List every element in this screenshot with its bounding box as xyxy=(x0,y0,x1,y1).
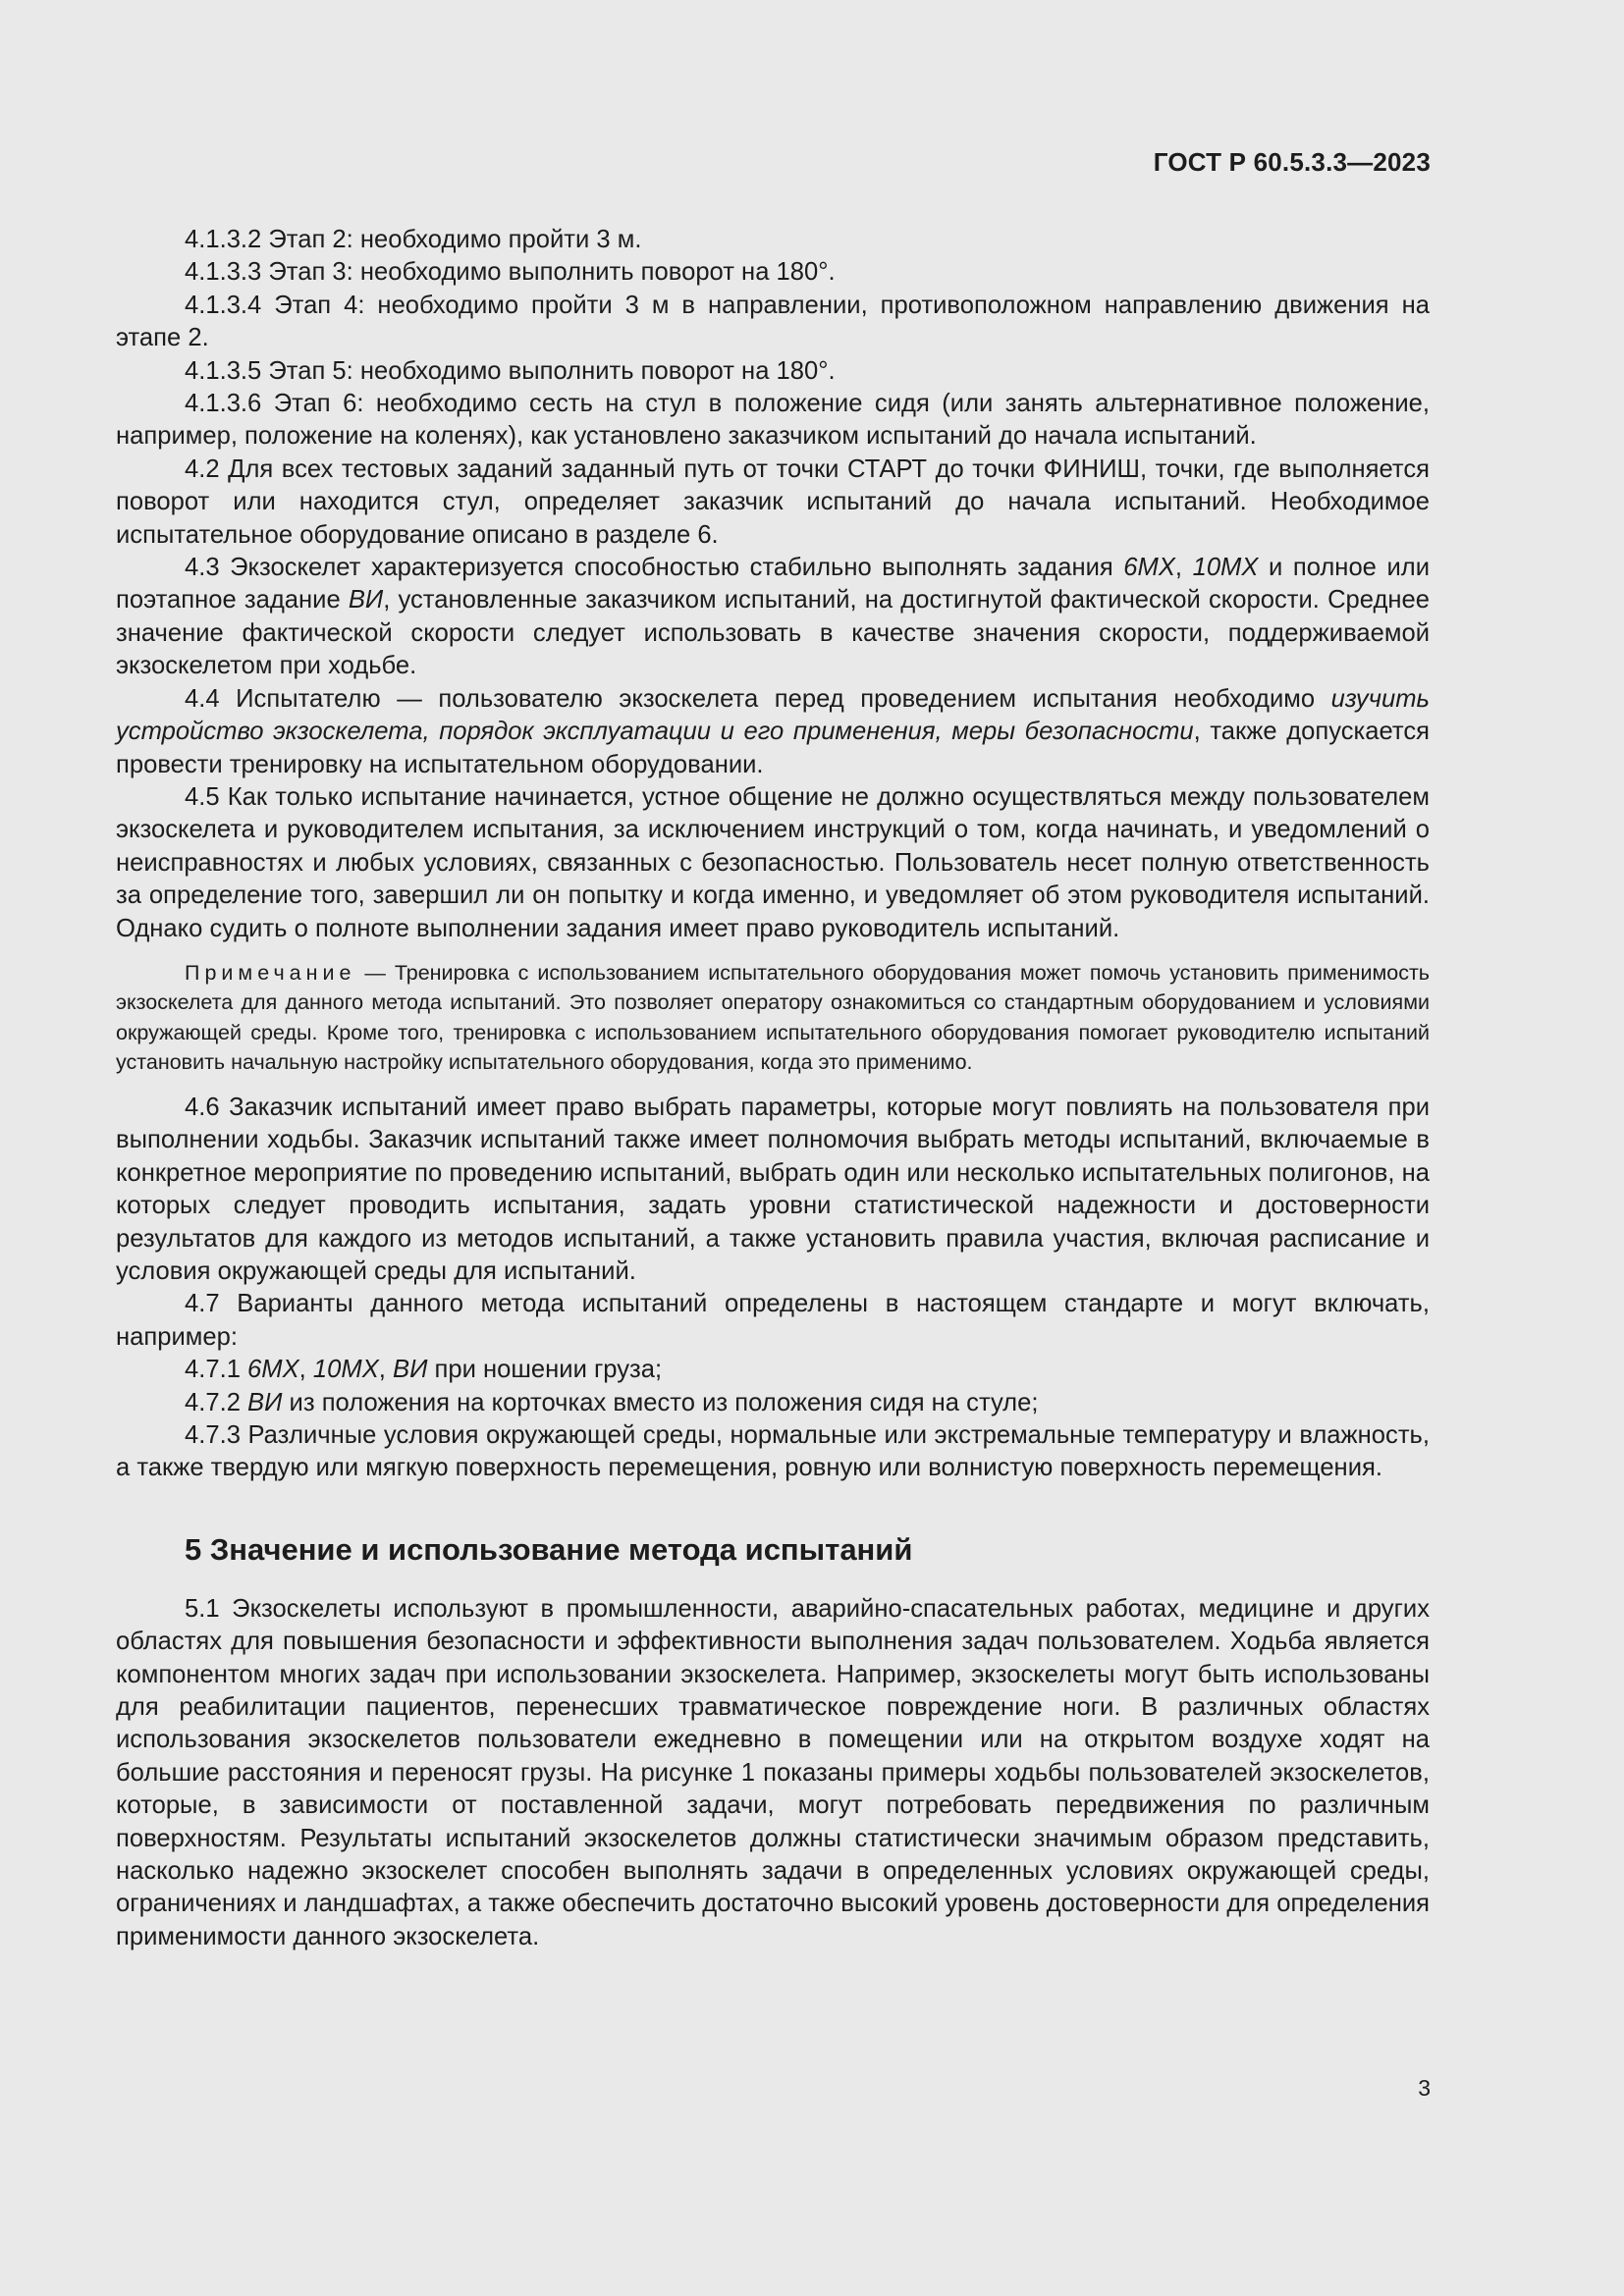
paragraph-4-5: 4.5 Как только испытание начинается, устное общение не должно осуществляться между пользователем экзоскелета и руководителем испытания, за исключением инструкций о том, когда начинать, и уведомлений о неисправностях и любых условиях, связанных с безопасностью. Пользователь несет полную ответственность за определение того, завершил ли он попытку и когда именно, и уведомляет об этом руководителя испытаний. Однако судить о полноте выполнении задания имеет право руководитель испытаний. xyxy=(116,782,1430,942)
paragraph-4-7-2 xyxy=(116,1387,1430,1419)
paragraph-4-7-2-term-vi: ВИ xyxy=(247,1388,283,1416)
paragraph-4-3-text-2: , xyxy=(1174,554,1193,582)
section-5-title: 5 Значение и использование метода испытаний xyxy=(185,1531,913,1567)
paragraph-4-7-3: 4.7.3 Различные условия окружающей среды, нормальные или экстремальные температуру и влажность, а также твердую или мягкую поверхность перемещения, ровную или волнистую поверхность перемещения. xyxy=(116,1421,1430,1482)
paragraph-4-7-1-term-10mx: 10МХ xyxy=(312,1356,379,1384)
paragraph-4-3-term-10mx: 10МХ xyxy=(1192,554,1259,582)
paragraph-4-1-3-3: 4.1.3.3 Этап 3: необходимо выполнить поворот на 180°. xyxy=(185,258,836,287)
paragraph-4-7-1-text-4: при ношении груза; xyxy=(427,1356,663,1384)
paragraph-4-4-text-1: 4.4 Испытателю — пользователю экзоскелета перед проведением испытания необходимо xyxy=(185,684,1331,713)
paragraph-4-3-term-vi: ВИ xyxy=(348,586,384,614)
paragraph-4-7-2-text-2: из положения на корточках вместо из положения сидя на стуле; xyxy=(282,1388,1039,1416)
paragraph-4-7-1 xyxy=(116,1354,1430,1386)
paragraph-4-4-text-2: , также допускается провести тренировку на испытательном оборудовании. xyxy=(116,718,1430,778)
paragraph-4-7-1-text-3: , xyxy=(378,1356,393,1384)
paragraph-4-7-1-term-6mx: 6МХ xyxy=(247,1356,299,1384)
paragraph-4-3-text-1: 4.3 Экзоскелет характеризуется способностью стабильно выполнять задания xyxy=(185,554,1124,582)
paragraph-4-1-3-4: 4.1.3.4 Этап 4: необходимо пройти 3 м в направлении, противоположном направлению движения на этапе 2. xyxy=(116,291,1430,352)
paragraph-4-1-3-5: 4.1.3.5 Этап 5: необходимо выполнить поворот на 180°. xyxy=(185,356,836,385)
paragraph-4-4 xyxy=(116,683,1430,781)
paragraph-4-1-3-6: 4.1.3.6 Этап 6: необходимо сесть на стул в положение сидя (или занять альтернативное положение, например, положение на коленях), как установлено заказчиком испытаний до начала испытаний. xyxy=(116,390,1430,451)
document-body xyxy=(116,224,1430,1953)
paragraph-4-7-2-text-1: 4.7.2 xyxy=(185,1388,248,1416)
paragraph-4-7: 4.7 Варианты данного метода испытаний определены в настоящем стандарте и могут включать, например: xyxy=(116,1290,1430,1351)
note-block xyxy=(116,958,1430,1078)
paragraph-4-1-3-2: 4.1.3.2 Этап 2: необходимо пройти 3 м. xyxy=(185,226,642,253)
paragraph-4-7-1-term-vi: ВИ xyxy=(393,1356,428,1384)
paragraph-4-3-term-6mx: 6МХ xyxy=(1123,554,1175,582)
page-number: 3 xyxy=(1418,2075,1431,2101)
paragraph-5-1: 5.1 Экзоскелеты используют в промышленности, аварийно-спасательных работах, медицине и других областях для повышения безопасности и эффективности выполнения задач пользователем. Ходьба является компонентом многих задач при использовании экзоскелета. Например, экзоскелеты могут быть использованы для реабилитации пациентов, перенесших травматическое повреждение ноги. В различных областях использования экзоскелетов пользователи ежедневно в помещении или на открытом воздухе ходят на большие расстояния и переносят грузы. На рисунке 1 показаны примеры ходьбы пользователей экзоскелетов, которые, в зависимости от поставленной задачи, могут потребовать передвижения по различным поверхностям. Результаты испытаний экзоскелетов должны статистически значимым образом представить, насколько надежно экзоскелет способен выполнять задачи в определенных условиях окружающей среды, ограничениях и ландшафтах, а также обеспечить достаточно высокий уровень достоверности для определения применимости данного экзоскелета. xyxy=(116,1594,1430,1950)
document-code-header: ГОСТ Р 60.5.3.3—2023 xyxy=(1153,147,1431,177)
note-label: Примечание xyxy=(185,960,356,985)
paragraph-4-3 xyxy=(116,552,1430,683)
paragraph-4-3-text-4: , установленные заказчиком испытаний, на достигнутой фактической скорости. Среднее значение фактической скорости следует использовать в качестве значения скорости, поддерживаемой экзоскелетом при ходьбе. xyxy=(116,586,1430,680)
paragraph-4-4-italic: изучить устройство экзоскелета, порядок эксплуатации и его применения, меры безопасности xyxy=(116,684,1430,746)
paragraph-4-2: 4.2 Для всех тестовых заданий заданный путь от точки СТАРТ до точки ФИНИШ, точки, где выполняется поворот или находится стул, определяет заказчик испытаний до начала испытаний. Необходимое испытательное оборудование описано в разделе 6. xyxy=(116,454,1430,549)
paragraph-4-3-text-3: и полное или поэтапное задание xyxy=(116,554,1430,614)
paragraph-4-7-1-text-1: 4.7.1 xyxy=(185,1356,248,1384)
paragraph-4-6: 4.6 Заказчик испытаний имеет право выбрать параметры, которые могут повлиять на пользователя при выполнении ходьбы. Заказчик испытаний также имеет полномочия выбрать методы испытаний, включаемые в конкретное мероприятие по проведению испытаний, выбрать один или несколько испытательных полигонов, на которых следует проводить испытания, задать уровни статистической надежности и достоверности результатов для каждого из методов испытаний, а также установить правила участия, включая расписание и условия окружающей среды для испытаний. xyxy=(116,1093,1430,1285)
paragraph-4-7-1-text-2: , xyxy=(298,1356,313,1384)
note-text: — Тренировка с использованием испытательного оборудования может помочь установить применимость экзоскелета для данного метода испытаний. Это позволяет оператору ознакомиться со стандартным оборудованием и условиями окружающей среды. Кроме того, тренировка с использованием испытательного оборудования помогает руководителю испытаний установить начальную настройку испытательного оборудования, когда это применимо. xyxy=(116,960,1430,1075)
